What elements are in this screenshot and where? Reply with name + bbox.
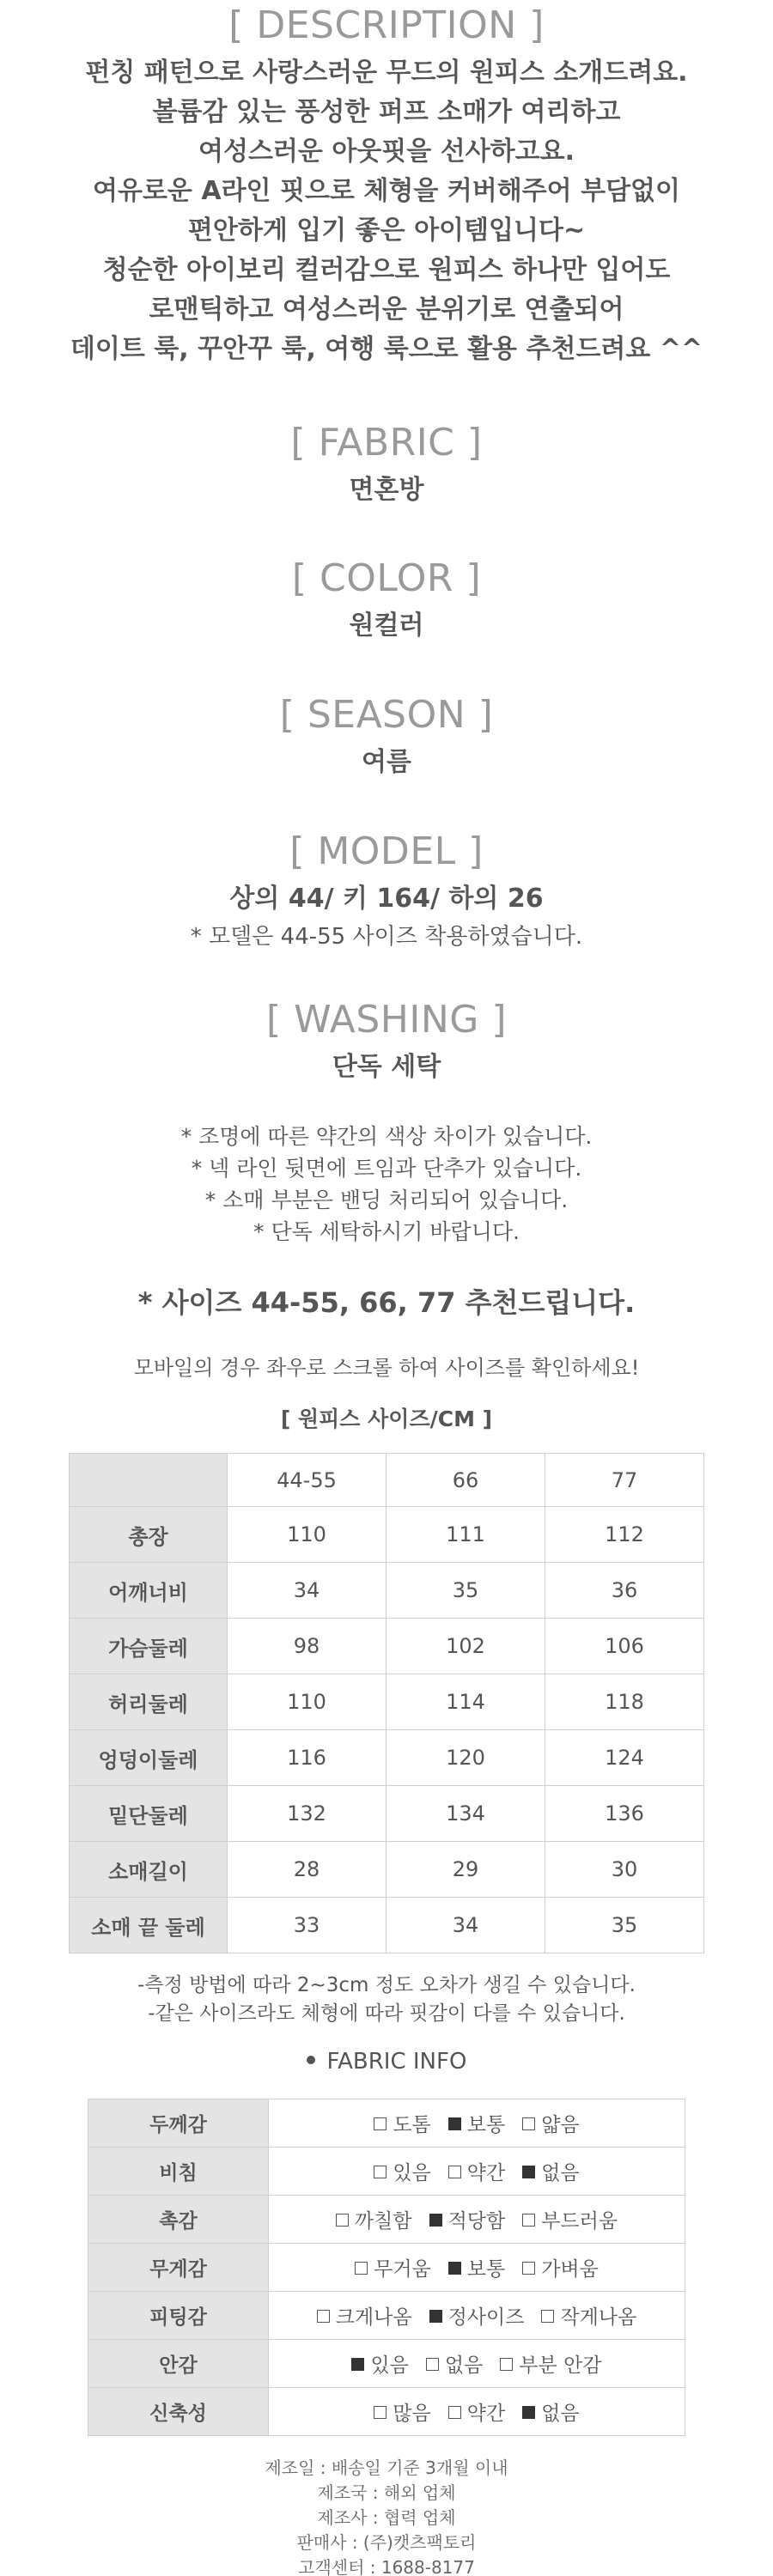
- fabric-info-options: [269, 2388, 685, 2436]
- description-line: 여성스러운 아웃핏을 선사하고요.: [198, 137, 575, 167]
- product-note: * 조명에 따른 약간의 색상 차이가 있습니다.: [180, 1124, 593, 1149]
- unchecked-box-icon: [426, 2358, 439, 2371]
- model-note: * 모델은 44-55 사이즈 착용하였습니다.: [190, 924, 583, 950]
- fabric-info-row: [88, 2244, 685, 2292]
- fabric-option-label: 있음: [393, 2162, 431, 2184]
- checked-box-icon: [429, 2310, 442, 2323]
- product-note: * 단독 세탁하시기 바랍니다.: [253, 1219, 520, 1244]
- fabric-info-options: [269, 2196, 685, 2244]
- checked-box-icon: [522, 2166, 535, 2178]
- size-table-row: [70, 1563, 704, 1619]
- fabric-info-row: [88, 2292, 685, 2340]
- size-table-corner: [70, 1454, 228, 1507]
- fabric-info-label: 촉감: [88, 2196, 269, 2244]
- size-value-cell: 114: [386, 1674, 545, 1730]
- footer-line: 제조일 : 배송일 기준 3개월 이내: [265, 2458, 508, 2478]
- fabric-value: 면혼방: [349, 475, 424, 505]
- fabric-info-label: 두께감: [88, 2099, 269, 2148]
- size-value-cell: 35: [386, 1563, 545, 1619]
- fabric-option: [522, 2205, 618, 2233]
- size-value-cell: 35: [545, 1898, 704, 1953]
- unchecked-box-icon: [374, 2406, 386, 2419]
- fabric-option: [429, 2301, 525, 2330]
- description-heading: [ DESCRIPTION ]: [228, 3, 545, 47]
- unchecked-box-icon: [355, 2262, 368, 2275]
- fabric-info-label: 신축성: [88, 2388, 269, 2436]
- size-value-cell: 34: [386, 1898, 545, 1953]
- product-notes: [0, 1121, 773, 1248]
- fabric-option: [448, 2157, 505, 2185]
- size-row-label: 허리둘레: [70, 1674, 228, 1730]
- fabric-option-label: 무거움: [374, 2258, 431, 2281]
- size-value-cell: 132: [228, 1786, 386, 1842]
- fabric-option-label: 약간: [466, 2162, 506, 2184]
- fabric-option: [374, 2109, 430, 2137]
- footer-line: 제조국 : 해외 업체: [317, 2482, 456, 2503]
- size-value-cell: 118: [545, 1674, 704, 1730]
- fabric-info-label: 안감: [88, 2340, 269, 2388]
- checked-box-icon: [351, 2358, 364, 2371]
- fabric-option-label: 크게나옴: [335, 2306, 412, 2329]
- size-row-label: 소매길이: [70, 1842, 228, 1898]
- fabric-option-label: 없음: [444, 2354, 484, 2377]
- fabric-info-options: [269, 2099, 685, 2148]
- measurement-notes: [0, 1971, 773, 2028]
- size-table-row: [70, 1674, 704, 1730]
- description-line: 데이트 룩, 꾸안꾸 룩, 여행 룩으로 활용 추천드려요 ^^: [70, 334, 703, 364]
- description-text: [0, 53, 773, 369]
- unchecked-box-icon: [522, 2117, 535, 2130]
- size-value-cell: 110: [228, 1674, 386, 1730]
- unchecked-box-icon: [541, 2310, 554, 2323]
- fabric-option: [374, 2397, 430, 2426]
- fabric-option: [317, 2301, 412, 2330]
- checked-box-icon: [448, 2117, 461, 2130]
- fabric-info-options: [269, 2292, 685, 2340]
- fabric-info-row: [88, 2340, 685, 2388]
- fabric-option: [522, 2109, 579, 2137]
- fabric-info-options: [269, 2148, 685, 2196]
- unchecked-box-icon: [336, 2214, 349, 2227]
- fabric-option-label: 있음: [370, 2354, 409, 2377]
- fabric-option-label: 정사이즈: [447, 2306, 525, 2329]
- footer-line: 제조사 : 협력 업체: [317, 2507, 456, 2528]
- fabric-option: [351, 2349, 408, 2378]
- unchecked-box-icon: [374, 2117, 386, 2130]
- measurement-note: -같은 사이즈라도 체형에 따라 핏감이 다를 수 있습니다.: [148, 2002, 625, 2025]
- fabric-option: [336, 2205, 412, 2233]
- unchecked-box-icon: [374, 2166, 386, 2178]
- fabric-option: [448, 2109, 505, 2137]
- size-table-title: [ 원피스 사이즈/CM ]: [280, 1406, 493, 1431]
- measurement-note: -측정 방법에 따라 2~3cm 정도 오차가 생길 수 있습니다.: [137, 1974, 636, 1996]
- description-line: 청순한 아이보리 컬러감으로 원피스 하나만 입어도: [102, 255, 671, 285]
- season-heading: [ SEASON ]: [279, 693, 494, 737]
- size-table-row: [70, 1730, 704, 1786]
- size-value-cell: 33: [228, 1898, 386, 1953]
- size-table-row: [70, 1507, 704, 1563]
- season-value: 여름: [362, 747, 411, 777]
- size-value-cell: 98: [228, 1619, 386, 1674]
- description-line: 로맨틱하고 여성스러운 분위기로 연출되어: [149, 295, 624, 325]
- product-footer-info: [0, 2456, 773, 2576]
- size-row-label: 총장: [70, 1507, 228, 1563]
- model-heading: [ MODEL ]: [289, 829, 484, 873]
- fabric-info-label: 피팅감: [88, 2292, 269, 2340]
- size-value-cell: 112: [545, 1507, 704, 1563]
- model-value: 상의 44/ 키 164/ 하의 26: [229, 884, 544, 914]
- size-row-label: 어깨너비: [70, 1563, 228, 1619]
- size-column-header: 66: [386, 1454, 545, 1507]
- fabric-option-label: 보통: [466, 2114, 506, 2136]
- mobile-scroll-note: 모바일의 경우 좌우로 스크롤 하여 사이즈를 확인하세요!: [133, 1356, 640, 1380]
- size-column-header: 44-55: [228, 1454, 386, 1507]
- size-value-cell: 106: [545, 1619, 704, 1674]
- fabric-option: [522, 2397, 579, 2426]
- fabric-option-label: 부드러움: [541, 2210, 618, 2233]
- size-value-cell: 34: [228, 1563, 386, 1619]
- size-recommendation: * 사이즈 44-55, 66, 77 추천드립니다.: [137, 1286, 636, 1319]
- fabric-info-row: [88, 2196, 685, 2244]
- unchecked-box-icon: [500, 2358, 513, 2371]
- fabric-heading: [ FABRIC ]: [290, 421, 483, 465]
- size-table-row: [70, 1842, 704, 1898]
- size-row-label: 가슴둘레: [70, 1619, 228, 1674]
- fabric-option: [448, 2397, 505, 2426]
- size-table: [69, 1453, 704, 1953]
- unchecked-box-icon: [448, 2166, 461, 2178]
- fabric-option-label: 보통: [466, 2258, 506, 2281]
- checked-box-icon: [429, 2214, 442, 2227]
- description-line: 볼륨감 있는 풍성한 퍼프 소매가 여리하고: [152, 97, 621, 127]
- checked-box-icon: [522, 2406, 535, 2419]
- fabric-option: [355, 2253, 431, 2281]
- description-line: 펀칭 패턴으로 사랑스러운 무드의 원피스 소개드려요.: [85, 58, 688, 88]
- size-row-label: 소매 끝 둘레: [70, 1898, 228, 1953]
- product-note: * 소매 부분은 밴딩 처리되어 있습니다.: [204, 1188, 569, 1212]
- fabric-option-label: 도톰: [393, 2114, 431, 2136]
- footer-line: 판매사 : (주)캣츠팩토리: [296, 2532, 477, 2553]
- fabric-info-label: 비침: [88, 2148, 269, 2196]
- fabric-info-options: [269, 2340, 685, 2388]
- size-table-row: [70, 1619, 704, 1674]
- fabric-option: [500, 2349, 601, 2378]
- fabric-info-table: [88, 2099, 685, 2436]
- size-row-label: 엉덩이둘레: [70, 1730, 228, 1786]
- fabric-option: [522, 2253, 599, 2281]
- fabric-info-title: [0, 2047, 773, 2076]
- fabric-option-label: 가벼움: [541, 2258, 599, 2281]
- size-value-cell: 29: [386, 1842, 545, 1898]
- size-value-cell: 102: [386, 1619, 545, 1674]
- fabric-info-title-text: FABRIC INFO: [326, 2049, 467, 2075]
- fabric-info-row: [88, 2388, 685, 2436]
- washing-heading: [ WASHING ]: [265, 998, 507, 1042]
- fabric-option-label: 까칠함: [354, 2210, 412, 2233]
- fabric-info-row: [88, 2099, 685, 2148]
- size-table-row: [70, 1786, 704, 1842]
- fabric-info-row: [88, 2148, 685, 2196]
- fabric-option: [448, 2253, 505, 2281]
- description-line: 여유로운 A라인 핏으로 체형을 커버해주어 부담없이: [92, 176, 681, 206]
- fabric-option: [541, 2301, 636, 2330]
- size-row-label: 밑단둘레: [70, 1786, 228, 1842]
- washing-value: 단독 세탁: [332, 1052, 441, 1082]
- description-line: 편안하게 입기 좋은 아이템입니다~: [187, 216, 586, 246]
- fabric-option: [429, 2205, 506, 2233]
- size-value-cell: 30: [545, 1842, 704, 1898]
- fabric-option-label: 약간: [466, 2403, 506, 2425]
- fabric-option: [522, 2157, 579, 2185]
- size-value-cell: 28: [228, 1842, 386, 1898]
- unchecked-box-icon: [522, 2262, 535, 2275]
- color-heading: [ COLOR ]: [291, 556, 482, 600]
- fabric-option: [426, 2349, 483, 2378]
- size-value-cell: 134: [386, 1786, 545, 1842]
- fabric-info-options: [269, 2244, 685, 2292]
- size-table-row: [70, 1898, 704, 1953]
- fabric-option-label: 적당함: [447, 2210, 506, 2233]
- size-value-cell: 136: [545, 1786, 704, 1842]
- fabric-option-label: 부분 안감: [519, 2354, 602, 2377]
- fabric-info-label: 무게감: [88, 2244, 269, 2292]
- fabric-option-label: 얇음: [541, 2114, 580, 2136]
- size-column-header: 77: [545, 1454, 704, 1507]
- fabric-option-label: 많음: [393, 2403, 431, 2425]
- size-value-cell: 110: [228, 1507, 386, 1563]
- size-value-cell: 124: [545, 1730, 704, 1786]
- color-value: 원컬러: [349, 611, 424, 641]
- size-value-cell: 36: [545, 1563, 704, 1619]
- size-value-cell: 111: [386, 1507, 545, 1563]
- size-value-cell: 120: [386, 1730, 545, 1786]
- fabric-option: [374, 2157, 430, 2185]
- footer-line: 고객센터 : 1688-8177: [298, 2557, 475, 2576]
- product-note: * 넥 라인 뒷면에 트임과 단추가 있습니다.: [191, 1156, 582, 1181]
- fabric-option-label: 없음: [541, 2403, 580, 2425]
- unchecked-box-icon: [317, 2310, 330, 2323]
- size-value-cell: 116: [228, 1730, 386, 1786]
- unchecked-box-icon: [522, 2214, 535, 2227]
- unchecked-box-icon: [448, 2406, 461, 2419]
- fabric-option-label: 없음: [541, 2162, 580, 2184]
- bullet-icon: [307, 2056, 315, 2064]
- fabric-option-label: 작게나옴: [560, 2306, 637, 2329]
- checked-box-icon: [448, 2262, 461, 2275]
